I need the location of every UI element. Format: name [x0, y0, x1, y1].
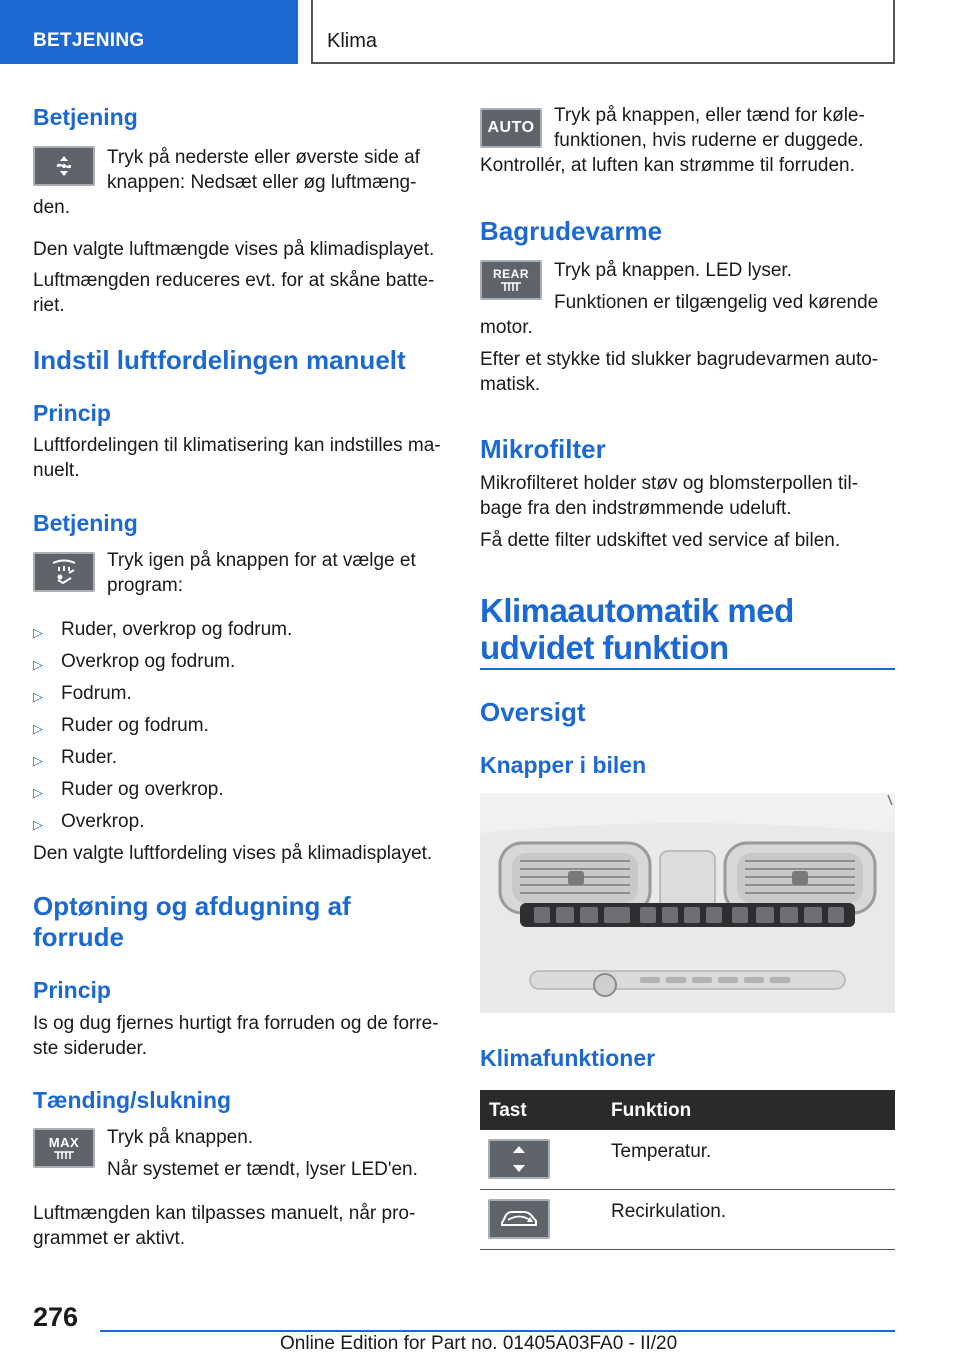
heading-betjening-2: Betjening: [33, 510, 138, 536]
col-header-funktion: Funktion: [611, 1100, 692, 1121]
footer-rule: [100, 1330, 895, 1332]
text-rear-3: motor.: [480, 317, 533, 338]
recirculation-icon: [488, 1199, 550, 1239]
col-header-tast: Tast: [489, 1100, 527, 1121]
header-chapter-label: Klima: [327, 30, 378, 52]
triangle-bullet-icon: ▷: [33, 721, 43, 736]
heading-optoning-1: Optøning og afdugning af: [33, 891, 351, 921]
text-rear-5: matisk.: [480, 374, 541, 395]
text-mikro-3: Få dette filter udskiftet ved service af bilen.: [480, 530, 841, 551]
max-label: MAX: [48, 1135, 80, 1150]
header-section-label: BETJENING: [33, 30, 145, 51]
triangle-bullet-icon: ▷: [33, 625, 43, 640]
auto-button-icon: [480, 108, 542, 148]
row-text: Recirkulation.: [611, 1201, 727, 1222]
page-number: 276: [33, 1302, 79, 1332]
row-text: Temperatur.: [611, 1141, 712, 1162]
text-fan-2: knappen: Nedsæt eller øg luftmæng-: [107, 172, 417, 193]
table-header: [480, 1090, 895, 1130]
heading-bagrudevarme: Bagrudevarme: [480, 216, 663, 246]
text-manuelt-1: Luftmængden kan tilpasses manuelt, når pro-: [33, 1203, 416, 1224]
text-fordeling: Den valgte luftfordeling vises på klimadisplayet.: [33, 843, 433, 864]
text-max-1: Tryk på knappen.: [107, 1127, 254, 1148]
text-reduce-2: riet.: [33, 295, 65, 316]
table-row: [480, 1130, 895, 1190]
text-princip2-1: Is og dug fjernes hurtigt fra forruden og de forre-: [33, 1013, 439, 1034]
triangle-bullet-icon: ▷: [33, 817, 43, 832]
text-reduce-1: Luftmængden reduceres evt. for at skåne batte-: [33, 270, 435, 291]
text-program-2: program:: [107, 575, 184, 596]
max-defrost-button-icon: [33, 1128, 95, 1168]
car-climate-panel-photo: [480, 793, 895, 1013]
air-distribution-button-icon: [33, 552, 95, 592]
text-mikro-1: Mikrofilteret holder støv og blomsterpollen til-: [480, 473, 859, 494]
text-rear-2: Funktionen er tilgængelig ved kørende: [554, 292, 879, 313]
rear-label: REAR: [492, 266, 529, 281]
triangle-bullet-icon: ▷: [33, 785, 43, 800]
heading-underline: [480, 668, 895, 670]
heading-princip-2: Princip: [33, 977, 111, 1003]
triangle-bullet-icon: ▷: [33, 753, 43, 768]
text-manuelt-2: grammet er aktivt.: [33, 1228, 186, 1249]
heading-princip-1: Princip: [33, 400, 111, 426]
text-princip1-1: Luftfordelingen til klimatisering kan indstilles ma-: [33, 435, 441, 456]
text-max-2: Når systemet er tændt, lyser LED'en.: [107, 1159, 418, 1180]
text-program-1: Tryk igen på knappen for at vælge et: [107, 550, 416, 571]
heading-taending: Tænding/slukning: [33, 1087, 232, 1113]
heading-klimaautomatik-2: udvidet funktion: [480, 629, 729, 666]
text-mikro-2: bage fra den indstrømmende udeluft.: [480, 498, 792, 519]
heading-klimafunktioner: Klimafunktioner: [480, 1045, 656, 1071]
text-rear-4: Efter et stykke tid slukker bagrudevarmen auto-: [480, 349, 879, 370]
rear-defrost-button-icon: [480, 260, 542, 300]
heading-indstil: Indstil luftfordelingen manuelt: [33, 345, 406, 375]
text-princip2-2: ste sideruder.: [33, 1038, 148, 1059]
heading-optoning-2: forrude: [33, 922, 124, 952]
heading-knapper-i-bilen: Knapper i bilen: [480, 752, 647, 778]
fan-button-icon: [33, 146, 95, 186]
footer-edition: Online Edition for Part no. 01405A03FA0 - II/20: [280, 1333, 678, 1354]
text-fan-1: Tryk på nederste eller øverste side af: [107, 147, 420, 168]
text-rear-1: Tryk på knappen. LED lyser.: [554, 260, 792, 281]
text-auto-2: funktionen, hvis ruderne er duggede.: [554, 130, 864, 151]
header-section-tab: [0, 0, 298, 64]
heading-mikrofilter: Mikrofilter: [480, 434, 606, 464]
text-fan-3: den.: [33, 197, 70, 218]
text-auto-1: Tryk på knappen, eller tænd for køle-: [554, 105, 865, 126]
header-chapter-box: [311, 0, 895, 64]
triangle-bullet-icon: ▷: [33, 689, 43, 704]
table-row: [480, 1190, 895, 1250]
text-display: Den valgte luftmængde vises på klimadisplayet.: [33, 239, 435, 260]
auto-label: AUTO: [487, 119, 535, 136]
text-princip1-2: nuelt.: [33, 460, 80, 481]
heading-klimaautomatik-1: Klimaautomatik med: [480, 592, 794, 629]
heading-betjening-1: Betjening: [33, 104, 138, 130]
heading-oversigt: Oversigt: [480, 697, 586, 727]
text-auto-3: Kontrollér, at luften kan strømme til forruden.: [480, 155, 855, 176]
triangle-bullet-icon: ▷: [33, 657, 43, 672]
temperature-arrows-icon: [488, 1139, 550, 1179]
